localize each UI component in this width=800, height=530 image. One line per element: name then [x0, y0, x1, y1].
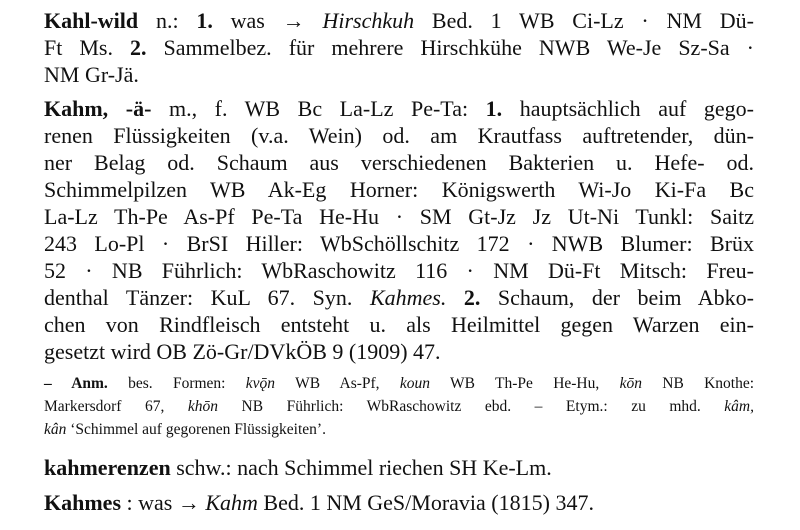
note-line [44, 396, 754, 417]
cross-reference: Kahm [205, 490, 258, 515]
entry-text: hauptsächlich auf gego- [502, 96, 755, 121]
note-text: Markersdorf 67, [44, 398, 188, 415]
entry-text: Bed. 1 NM GeS/Moravia (1815) 347. [257, 490, 594, 515]
entry-text: Bed. 1 WB Ci-Lz · NM Dü- [414, 8, 754, 33]
form-variant: khōn [187, 398, 219, 415]
entry-kahlwild-line [44, 35, 754, 61]
form-variant: kvǭn [245, 375, 276, 392]
entry-text: was → [212, 8, 323, 33]
form-variant: kân [44, 421, 67, 438]
entry-kahm-line: ner Belag od. Schaum aus verschiedenen Bakterien u. Hefe- od. [44, 150, 754, 175]
entry-kahm-line [44, 285, 754, 311]
sense-number: 2. [130, 35, 147, 60]
entry-kahm-line [44, 96, 754, 122]
entry-kahm-line: renen Flüssigkeiten (v.a. Wein) od. am Krautfass auftretender, dün- [44, 123, 754, 148]
form-variant: koun [399, 375, 430, 392]
headword: kahmerenzen [44, 455, 171, 480]
entry-kahm-line: chen von Rindfleisch entsteht u. als Heilmittel gegen Warzen ein- [44, 312, 754, 337]
entry-text: denthal Tänzer: KuL 67. Syn. [44, 285, 370, 310]
headword: Kahl-wild [44, 8, 139, 33]
entry-text: Sammelbez. für mehrere Hirschkühe NWB We-Je Sz-Sa · [146, 35, 754, 60]
synonym: Kahmes. [369, 285, 447, 310]
entry-text: n.: [138, 8, 197, 33]
note-text: WB Th-Pe He-Hu, [430, 375, 620, 392]
note-text: NB Knothe: [641, 375, 755, 392]
note-text: WB As-Pf, [275, 375, 400, 392]
entry-text: Ft Ms. [44, 35, 131, 60]
entry-kahm-line: Schimmelpilzen WB Ak-Eg Horner: Königswerth Wi-Jo Ki-Fa Bc [44, 177, 754, 202]
sense-number: 1. [485, 96, 503, 121]
form-variant: kōn [619, 375, 642, 392]
note-line [44, 373, 754, 394]
note-text: ‘Schimmel auf gegorenen Flüssigkeiten’. [66, 421, 326, 438]
entry-kahm-line: gesetzt wird OB Zö-Gr/DVkÖB 9 (1909) 47. [44, 339, 441, 364]
headword: Kahm, -ä- [44, 96, 152, 121]
sense-number: 1. [196, 8, 213, 33]
entry-kahmerenzen-line [44, 455, 754, 481]
note-text: NB Führlich: WbRaschowitz ebd. – Etym.: zu mhd. [218, 398, 725, 415]
cross-reference: Hirschkuh [322, 8, 415, 33]
entry-text: schw.: nach Schimmel riechen SH Ke-Lm. [170, 455, 552, 480]
note-line [44, 419, 754, 440]
sense-number: 2. [446, 285, 481, 310]
entry-kahlwild-line: NM Gr-Jä. [44, 62, 139, 87]
entry-kahm-line: La-Lz Th-Pe As-Pf Pe-Ta He-Hu · SM Gt-Jz Jz Ut-Ni Tunkl: Saitz [44, 204, 754, 229]
entry-text: : was → [121, 490, 206, 515]
entry-text: Schaum, der beim Abko- [480, 285, 754, 310]
note-label: – Anm. [44, 375, 108, 392]
entry-kahmes-line [44, 490, 754, 516]
entry-text: m., f. WB Bc La-Lz Pe-Ta: [151, 96, 486, 121]
entry-kahm-line: 243 Lo-Pl · BrSI Hiller: WbSchöllschitz 172 · NWB Blumer: Brüx [44, 231, 754, 256]
headword: Kahmes [44, 490, 121, 515]
form-variant: kâm, [724, 398, 754, 415]
note-text: bes. Formen: [107, 375, 246, 392]
entry-kahm-line: 52 · NB Führlich: WbRaschowitz 116 · NM Dü-Ft Mitsch: Freu- [44, 258, 754, 283]
entry-kahlwild-line [44, 8, 754, 34]
